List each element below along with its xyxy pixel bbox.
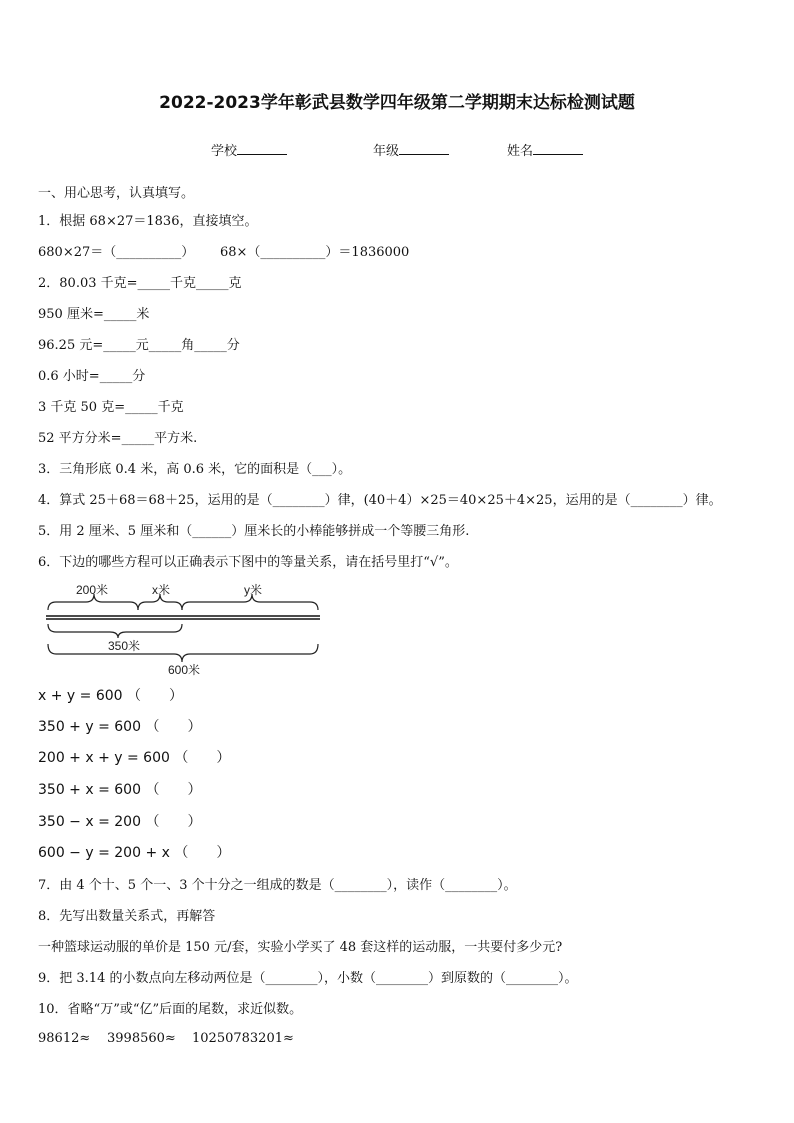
school-field	[211, 140, 287, 159]
page-title: 2022-2023学年彰武县数学四年级第二学期期末达标检测试题	[159, 93, 635, 113]
name-blank[interactable]	[533, 141, 583, 155]
q1-part-b: 68×（__________）＝1836000	[220, 245, 410, 260]
q10-a: 98612≈	[38, 1031, 91, 1046]
name-label: 姓名	[507, 144, 534, 159]
q8-body: 一种篮球运动服的单价是 150 元/套，实验小学买了 48 套这样的运动服，一共要付多少元?	[38, 940, 563, 955]
grade-field	[373, 140, 449, 159]
label-200: 200米	[76, 583, 109, 597]
q6-option-5-eq: 350 − x = 200	[38, 814, 141, 830]
brace-350	[48, 624, 182, 638]
q6-option-4-paren[interactable]: （ ）	[145, 782, 202, 798]
q6-option-1-eq: x + y = 600	[38, 688, 123, 704]
q6-option-6-eq: 600 − y = 200 + x	[38, 845, 170, 861]
q2-stem: 2．80.03 千克=_____千克_____克	[38, 276, 242, 291]
q10-c: 10250783201≈	[192, 1031, 294, 1046]
q5: 5．用 2 厘米、5 厘米和（______）厘米长的小棒能够拼成一个等腰三角形.	[38, 524, 470, 539]
q8-stem: 8．先写出数量关系式，再解答	[38, 909, 216, 924]
q2-line-5: 52 平方分米=_____平方米.	[38, 431, 198, 446]
school-blank[interactable]	[237, 141, 287, 155]
q6-option-1	[38, 685, 183, 705]
school-label: 学校	[211, 144, 238, 159]
q6-option-6	[38, 842, 230, 862]
q10-b: 3998560≈	[107, 1031, 176, 1046]
q6-option-2	[38, 716, 201, 736]
q1-stem: 1．根据 68×27＝1836，直接填空。	[38, 214, 258, 229]
label-x: x米	[152, 583, 171, 597]
q2-line-2: 96.25 元=_____元_____角_____分	[38, 338, 240, 353]
name-field	[507, 140, 583, 159]
grade-label: 年级	[373, 144, 400, 159]
q6-option-3	[38, 747, 230, 767]
section-heading: 一、用心思考，认真填写。	[38, 186, 195, 201]
segment-diagram	[38, 578, 328, 678]
q6-option-2-eq: 350 + y = 600	[38, 719, 141, 735]
q2-line-1: 950 厘米=_____米	[38, 307, 150, 322]
q4: 4．算式 25＋68＝68＋25，运用的是（________）律，(40＋4）×25＝40×25＋4×25，运用的是（________）律。	[38, 493, 722, 508]
q6-option-5-paren[interactable]: （ ）	[145, 814, 202, 830]
q6-stem: 6．下边的哪些方程可以正确表示下图中的等量关系，请在括号里打“√”。	[38, 555, 458, 570]
label-y: y米	[244, 583, 263, 597]
q6-option-2-paren[interactable]: （ ）	[145, 719, 202, 735]
q6-option-4	[38, 779, 201, 799]
q6-option-1-paren[interactable]: （ ）	[127, 688, 184, 704]
q10-stem: 10．省略“万”或“亿”后面的尾数，求近似数。	[38, 1002, 303, 1017]
q6-option-3-paren[interactable]: （ ）	[174, 750, 231, 766]
q6-option-5	[38, 811, 201, 831]
q2-line-4: 3 千克 50 克=_____千克	[38, 400, 184, 415]
q3: 3．三角形底 0.4 米，高 0.6 米，它的面积是（___）。	[38, 462, 352, 477]
q6-option-6-paren[interactable]: （ ）	[174, 845, 231, 861]
brace-600	[48, 644, 318, 662]
grade-blank[interactable]	[399, 141, 449, 155]
label-350: 350米	[108, 639, 141, 653]
q6-option-4-eq: 350 + x = 600	[38, 782, 141, 798]
q6-option-3-eq: 200 + x + y = 600	[38, 750, 170, 766]
q1-part-a: 680×27＝（__________）	[38, 245, 195, 260]
q2-line-3: 0.6 小时=_____分	[38, 369, 146, 384]
q9: 9．把 3.14 的小数点向左移动两位是（________），小数（________）到原数的（________）。	[38, 971, 578, 986]
label-600: 600米	[168, 663, 201, 677]
q7: 7．由 4 个十、5 个一、3 个十分之一组成的数是（________），读作（________）。	[38, 878, 517, 893]
